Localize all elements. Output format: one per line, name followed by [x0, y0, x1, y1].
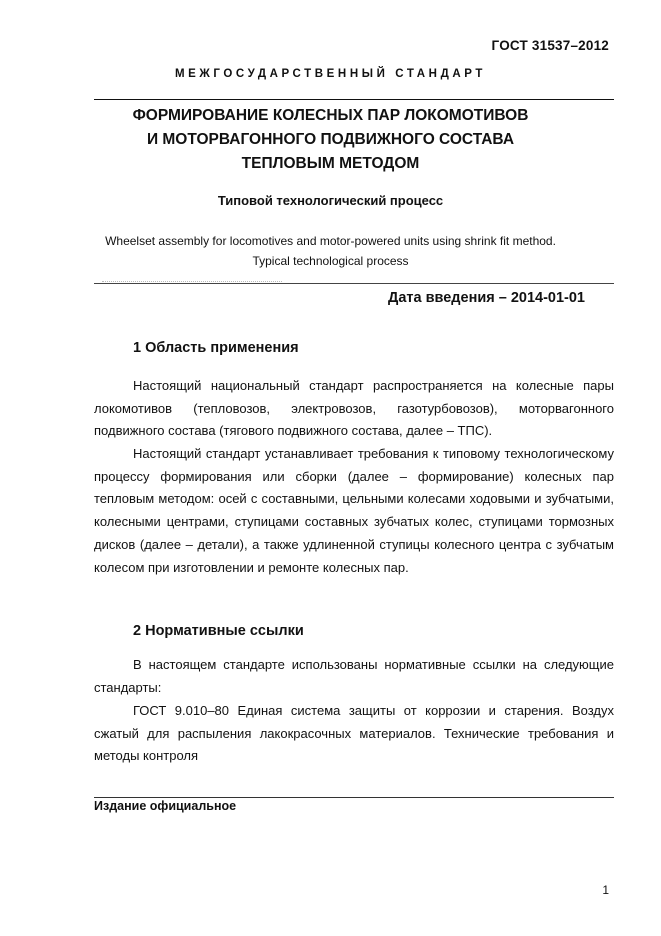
- gost-code: ГОСТ 31537–2012: [491, 38, 609, 53]
- interstate-standard-label: МЕЖГОСУДАРСТВЕННЫЙ СТАНДАРТ: [174, 68, 487, 80]
- document-subtitle: Типовой технологический процесс: [217, 193, 444, 208]
- page-number: 1: [602, 883, 609, 897]
- section-heading-scope: 1 Область применения: [133, 340, 299, 356]
- top-divider: [94, 99, 614, 100]
- effective-date: Дата введения – 2014-01-01: [388, 290, 585, 306]
- document-title: [0, 104, 661, 176]
- paragraph-text: В настоящем стандарте использованы нормативные ссылки на следующие стандарты:: [94, 657, 614, 695]
- english-title: [0, 231, 661, 271]
- title-line: ТЕПЛОВЫМ МЕТОДОМ: [241, 155, 420, 172]
- paragraph: [94, 375, 614, 443]
- bottom-divider: [94, 797, 614, 798]
- section-heading-references: 2 Нормативные ссылки: [133, 623, 304, 639]
- title-line: ФОРМИРОВАНИЕ КОЛЕСНЫХ ПАР ЛОКОМОТИВОВ: [132, 107, 529, 124]
- paragraph-text: Настоящий национальный стандарт распространяется на колесные пары локомотивов (тепловозов, электровозов, газотурбовозов), моторвагонного подвижного состава (тягового подвижного состава, далее – ТПС).: [94, 378, 614, 439]
- paragraph: [94, 443, 614, 579]
- paragraph-text: ГОСТ 9.010–80 Единая система защиты от коррозии и старения. Воздух сжатый для распыления лакокрасочных материалов. Технические требования и методы контроля: [94, 703, 614, 764]
- english-title-line: Typical technological process: [252, 254, 409, 268]
- paragraph: [94, 654, 614, 699]
- divider-shadow: [102, 281, 282, 282]
- paragraph-text: Настоящий стандарт устанавливает требования к типовому технологическому процессу формирования или сборки (далее – формирование) колесных пар тепловым методом: осей с составными, цельными колесами ходовыми и зубчатыми, колесными центрами, ступицами составных зубчатых колес, ступицами тормозных дисков (далее – детали), а также удлиненной ступицы колесного центра с зубчатым колесом при изготовлении и ремонте колесных пар.: [94, 446, 614, 575]
- title-line: И МОТОРВАГОННОГО ПОДВИЖНОГО СОСТАВА: [146, 131, 515, 148]
- middle-divider: [94, 283, 614, 284]
- paragraph: [94, 700, 614, 768]
- english-title-line: Wheelset assembly for locomotives and motor-powered units using shrink fit method.: [105, 234, 556, 248]
- edition-label: Издание официальное: [94, 799, 237, 813]
